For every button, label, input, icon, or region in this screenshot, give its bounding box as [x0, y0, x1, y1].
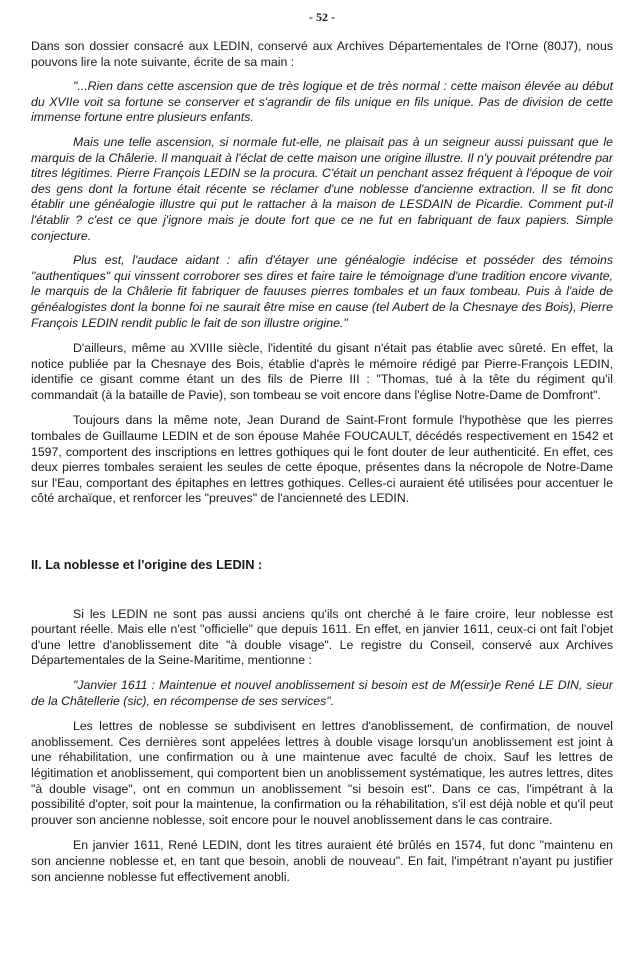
- paragraph: Toujours dans la même note, Jean Durand de Saint-Front formule l'hypothèse que les pierres tombales de Guillaume LEDIN et de son épouse Mahée FOUCAULT, décédés respectivement en 1542 et 1597, comportent des inscriptions en lettres gothiques qui le font douter de leur authenticité. En effet, ces deux pierres tombales seraient les seules de cette époque, présentes dans la nécropole de Notre-Dame sur l'Eau, comportant des épitaphes en lettres gothiques. Celles-ci auraient été utilisées pour accentuer le côté archaïque, et renforcer les "preuves" de l'ancienneté des LEDIN.: [31, 413, 613, 506]
- paragraph: Les lettres de noblesse se subdivisent en lettres d'anoblissement, de confirmation, de nouvel anoblissement. Ces dernières sont appelées lettres à double visage lorsqu'un anoblissement est joint à une réhabilitation, une confirmation ou à une maintenue avec faculté de choix. Sauf les lettres de légitimation et anoblissement, qui comportent bien un anoblissement systématique, les autres lettres, dites "à double visage", ont en commun un anoblissement "si besoin est". Dans ce cas, l'impétrant à la possibilité d'opter, soit pour la maintenue, la confirmation ou la réhabilitation, s'il est déjà noble et qu'il peut prouver son ancienne noblesse, soit encore pour le nouvel anoblissement dans le cas contraire.: [31, 719, 613, 827]
- section-heading: II. La noblesse et l'origine des LEDIN :: [31, 557, 263, 573]
- quote-paragraph: "Janvier 1611 : Maintenue et nouvel anoblissement si besoin est de M(essir)e René LE DIN, sieur de la Châtellerie (sic), en récompense de ses services".: [31, 678, 613, 708]
- paragraph: Si les LEDIN ne sont pas aussi anciens qu'ils ont cherché à le faire croire, leur noblesse est pourtant réelle. Mais elle n'est "officielle" que depuis 1611. En effet, en janvier 1611, ceux-ci ont fait l'objet d'une lettre d'anoblissement dite "à double visage". Le registre du Conseil, conservé aux Archives Départementales de la Seine-Maritime, mentionne :: [31, 606, 613, 668]
- document-body: [31, 39, 613, 885]
- page-number: - 52 -: [309, 10, 335, 24]
- paragraph: D'ailleurs, même au XVIIIe siècle, l'identité du gisant n'était pas établie avec sûreté. En effet, la notice publiée par la Chesnaye des Bois, établie d'après le mémoire rédigé par Pierre-François LEDIN, identifie ce gisant comme étant un des fils de Pierre III : "Thomas, tué à la tête du régiment qu'il commandait (à la bataille de Pavie), son tombeau se voit encore dans l'église Notre-Dame de Domfront".: [31, 341, 613, 402]
- paragraph: En janvier 1611, René LEDIN, dont les titres auraient été brûlés en 1574, fut donc "maintenu en son ancienne noblesse et, en tant que besoin, anobli de nouveau". En fait, l'impétrant n'ayant pu justifier son ancienne noblesse fut effectivement anobli.: [31, 838, 613, 884]
- quote-paragraph: Plus est, l'audace aidant : afin d'étayer une généalogie indécise et posséder des témoins "authentiques" qui vinssent corroborer ses dires et faire taire le témoignage d'une tradition encore vivante, le marquis de la Châlerie fit fabriquer de fauuses pierres tombales et un faux tombeau. Puis à l'aide de généalogistes dont la bonne foi ne saurait être mise en cause (tel Aubert de la Chesnaye des Bois), Pierre François LEDIN rendit public le fait de son illustre origine.": [31, 253, 613, 330]
- paragraph: Dans son dossier consacré aux LEDIN, conservé aux Archives Départementales de l'Orne (80J7), nous pouvons lire la note suivante, écrite de sa main :: [31, 39, 613, 69]
- quote-paragraph: Mais une telle ascension, si normale fut-elle, ne plaisait pas à un seigneur aussi puissant que le marquis de la Châlerie. Il manquait à l'éclat de cette maison une origine illustre. Il n'y pouvait prétendre par titres légitimes. Pierre François LEDIN se la procura. C'était un penchant assez fréquent à l'époque de voir des gens dont la fortune était récente se réclamer d'une noblesse d'ancienne extraction. Il se fit donc établir une généalogie illustre qui put le rattacher à la maison de LESDAIN de Picardie. Comment put-il l'établir ? c'est ce que j'ignore mais je doute fort que ce ne fut en fabriquant de faux papiers. Simple conjecture.: [31, 134, 613, 243]
- quote-paragraph: "...Rien dans cette ascension que de très logique et de très normal : cette maison élevée au début du XVIIe voit sa fortune se conserver et s'agrandir de fils unique en fils unique. Pas de division de cette immense fortune entre plusieurs enfants.: [31, 79, 613, 125]
